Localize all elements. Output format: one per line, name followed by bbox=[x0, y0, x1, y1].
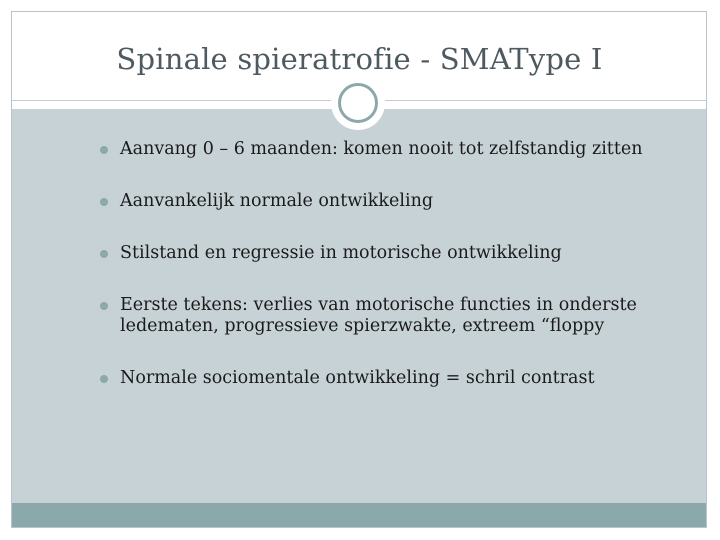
bullet-dot-icon bbox=[100, 302, 108, 310]
ring-icon bbox=[338, 83, 378, 123]
bullet-item-regression bbox=[100, 243, 680, 264]
bullet-item-onset bbox=[100, 139, 680, 160]
bullet-item-sociomental bbox=[100, 368, 680, 389]
bullet-dot-icon bbox=[100, 146, 108, 154]
bullet-text: Aanvang 0 – 6 maanden: komen nooit tot zelfstandig zitten bbox=[120, 139, 643, 159]
bullet-text-line-1: Eerste tekens: verlies van motorische functies in onderste bbox=[120, 295, 637, 315]
bullet-dot-icon bbox=[100, 375, 108, 383]
ring-medallion-icon bbox=[331, 76, 385, 130]
bullet-text: Stilstand en regressie in motorische ontwikkeling bbox=[120, 243, 562, 263]
slide-title: Spinale spieratrofie - SMAType I bbox=[116, 42, 603, 76]
bullet-text: Aanvankelijk normale ontwikkeling bbox=[120, 191, 434, 211]
bullet-text-line-2: ledematen, progressieve spierzwakte, extreem “floppy bbox=[120, 316, 605, 336]
bullet-list bbox=[100, 139, 680, 420]
bullet-text: Normale sociomentale ontwikkeling = schril contrast bbox=[120, 368, 595, 388]
bullet-item-initial-development bbox=[100, 191, 680, 212]
bullet-item-first-signs bbox=[100, 295, 680, 337]
bullet-dot-icon bbox=[100, 250, 108, 258]
bullet-dot-icon bbox=[100, 198, 108, 206]
